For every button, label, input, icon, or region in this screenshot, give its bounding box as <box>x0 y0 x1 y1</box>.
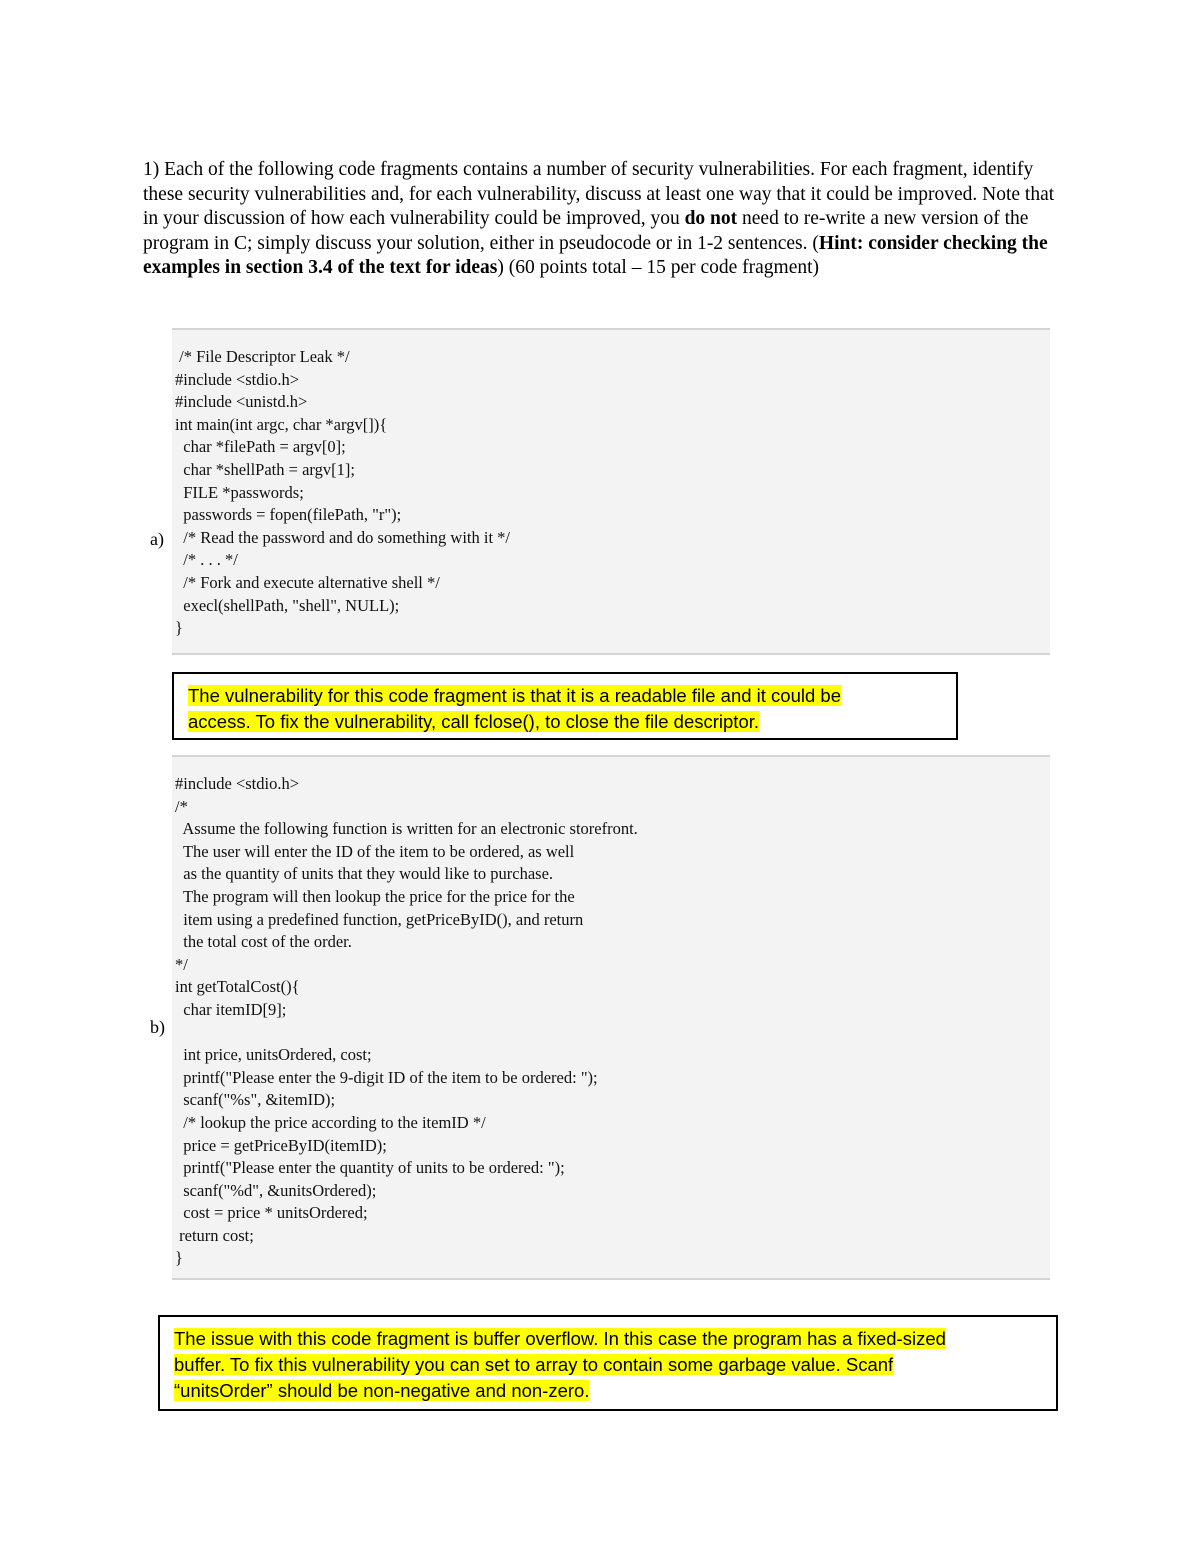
code-line: #include <unistd.h> <box>175 392 308 412</box>
code-line: char *filePath = argv[0]; <box>175 437 346 457</box>
code-line: Assume the following function is written for an electronic storefront. <box>175 819 638 839</box>
code-line: The program will then lookup the price for the price for the <box>175 886 575 906</box>
code-line: as the quantity of units that they would like to purchase. <box>175 864 554 884</box>
code-fragment-a <box>172 328 1050 655</box>
code-line <box>175 1022 638 1045</box>
question-text-part-1: 1) Each of the following code fragments contains a number of security vulnerabilities. For each fragment, identify these security vulnerabilities and, for each vulnerability, discuss at least one way that it could be improved. Note that in your discussion of how each vulnerability could be improved, you <box>143 159 1055 230</box>
code-line: scanf("%d", &unitsOrdered); <box>175 1180 377 1200</box>
code-fragment-a-lines <box>175 346 510 640</box>
answer-b-line-3: “unitsOrder” should be non-negative and non-zero. <box>174 1380 590 1401</box>
code-line: /* <box>175 796 188 816</box>
code-line: /* File Descriptor Leak */ <box>175 347 350 366</box>
code-line: int main(int argc, char *argv[]){ <box>175 414 388 434</box>
code-line: /* Fork and execute alternative shell */ <box>175 572 440 592</box>
code-line: } <box>175 1248 183 1268</box>
question-hint: Hint: consider checking the examples in section 3.4 of the text for ideas <box>143 232 1048 279</box>
code-line: The user will enter the ID of the item to be ordered, as well <box>175 841 575 861</box>
answer-b-line-2: buffer. To fix this vulnerability you can set to array to contain some garbage value. Scanf <box>174 1354 894 1375</box>
code-line: scanf("%s", &itemID); <box>175 1090 336 1110</box>
answer-box-b <box>158 1315 1058 1411</box>
answer-box-a <box>172 672 958 740</box>
question-text-part-2: need to re-write a new version of the program in C; simply discuss your solution, either in pseudocode or in 1-2 sentences. ( <box>143 208 1029 254</box>
code-line: item using a predefined function, getPriceByID(), and return <box>175 909 584 929</box>
code-line: execl(shellPath, "shell", NULL); <box>175 595 400 615</box>
code-line: char *shellPath = argv[1]; <box>175 459 355 479</box>
code-line: /* Read the password and do something with it */ <box>175 527 511 547</box>
code-line: */ <box>175 954 188 974</box>
question-text <box>143 158 1058 281</box>
code-line: printf("Please enter the quantity of units to be ordered: "); <box>175 1158 565 1178</box>
code-line: } <box>175 618 183 638</box>
code-line: price = getPriceByID(itemID); <box>175 1135 387 1155</box>
question-text-part-3: ) (60 points total – 15 per code fragment) <box>497 257 820 279</box>
code-line: #include <stdio.h> <box>175 774 300 793</box>
code-line: char itemID[9]; <box>175 999 287 1019</box>
code-line: int price, unitsOrdered, cost; <box>175 1045 372 1065</box>
code-line: printf("Please enter the 9-digit ID of the item to be ordered: "); <box>175 1067 598 1087</box>
answer-a-line-1: The vulnerability for this code fragment is that it is a readable file and it could be <box>188 685 841 706</box>
code-line: passwords = fopen(filePath, "r"); <box>175 505 402 525</box>
code-line: #include <stdio.h> <box>175 369 300 389</box>
code-fragment-b-lines <box>175 773 638 1270</box>
question-bold-do-not: do not <box>684 208 738 230</box>
fragment-a-label: a) <box>150 529 164 549</box>
code-line: int getTotalCost(){ <box>175 977 300 997</box>
code-fragment-b <box>172 755 1050 1280</box>
answer-a-line-2: access. To fix the vulnerability, call fclose(), to close the file descriptor. <box>188 711 760 732</box>
fragment-b-label: b) <box>150 1017 165 1037</box>
code-line: cost = price * unitsOrdered; <box>175 1203 368 1223</box>
code-line: /* lookup the price according to the itemID */ <box>175 1112 486 1132</box>
code-line: the total cost of the order. <box>175 932 352 952</box>
code-line: FILE *passwords; <box>175 482 304 502</box>
code-line: return cost; <box>175 1225 254 1245</box>
code-line: /* . . . */ <box>175 550 238 570</box>
answer-b-line-1: The issue with this code fragment is buffer overflow. In this case the program has a fixed-sized <box>174 1328 946 1349</box>
